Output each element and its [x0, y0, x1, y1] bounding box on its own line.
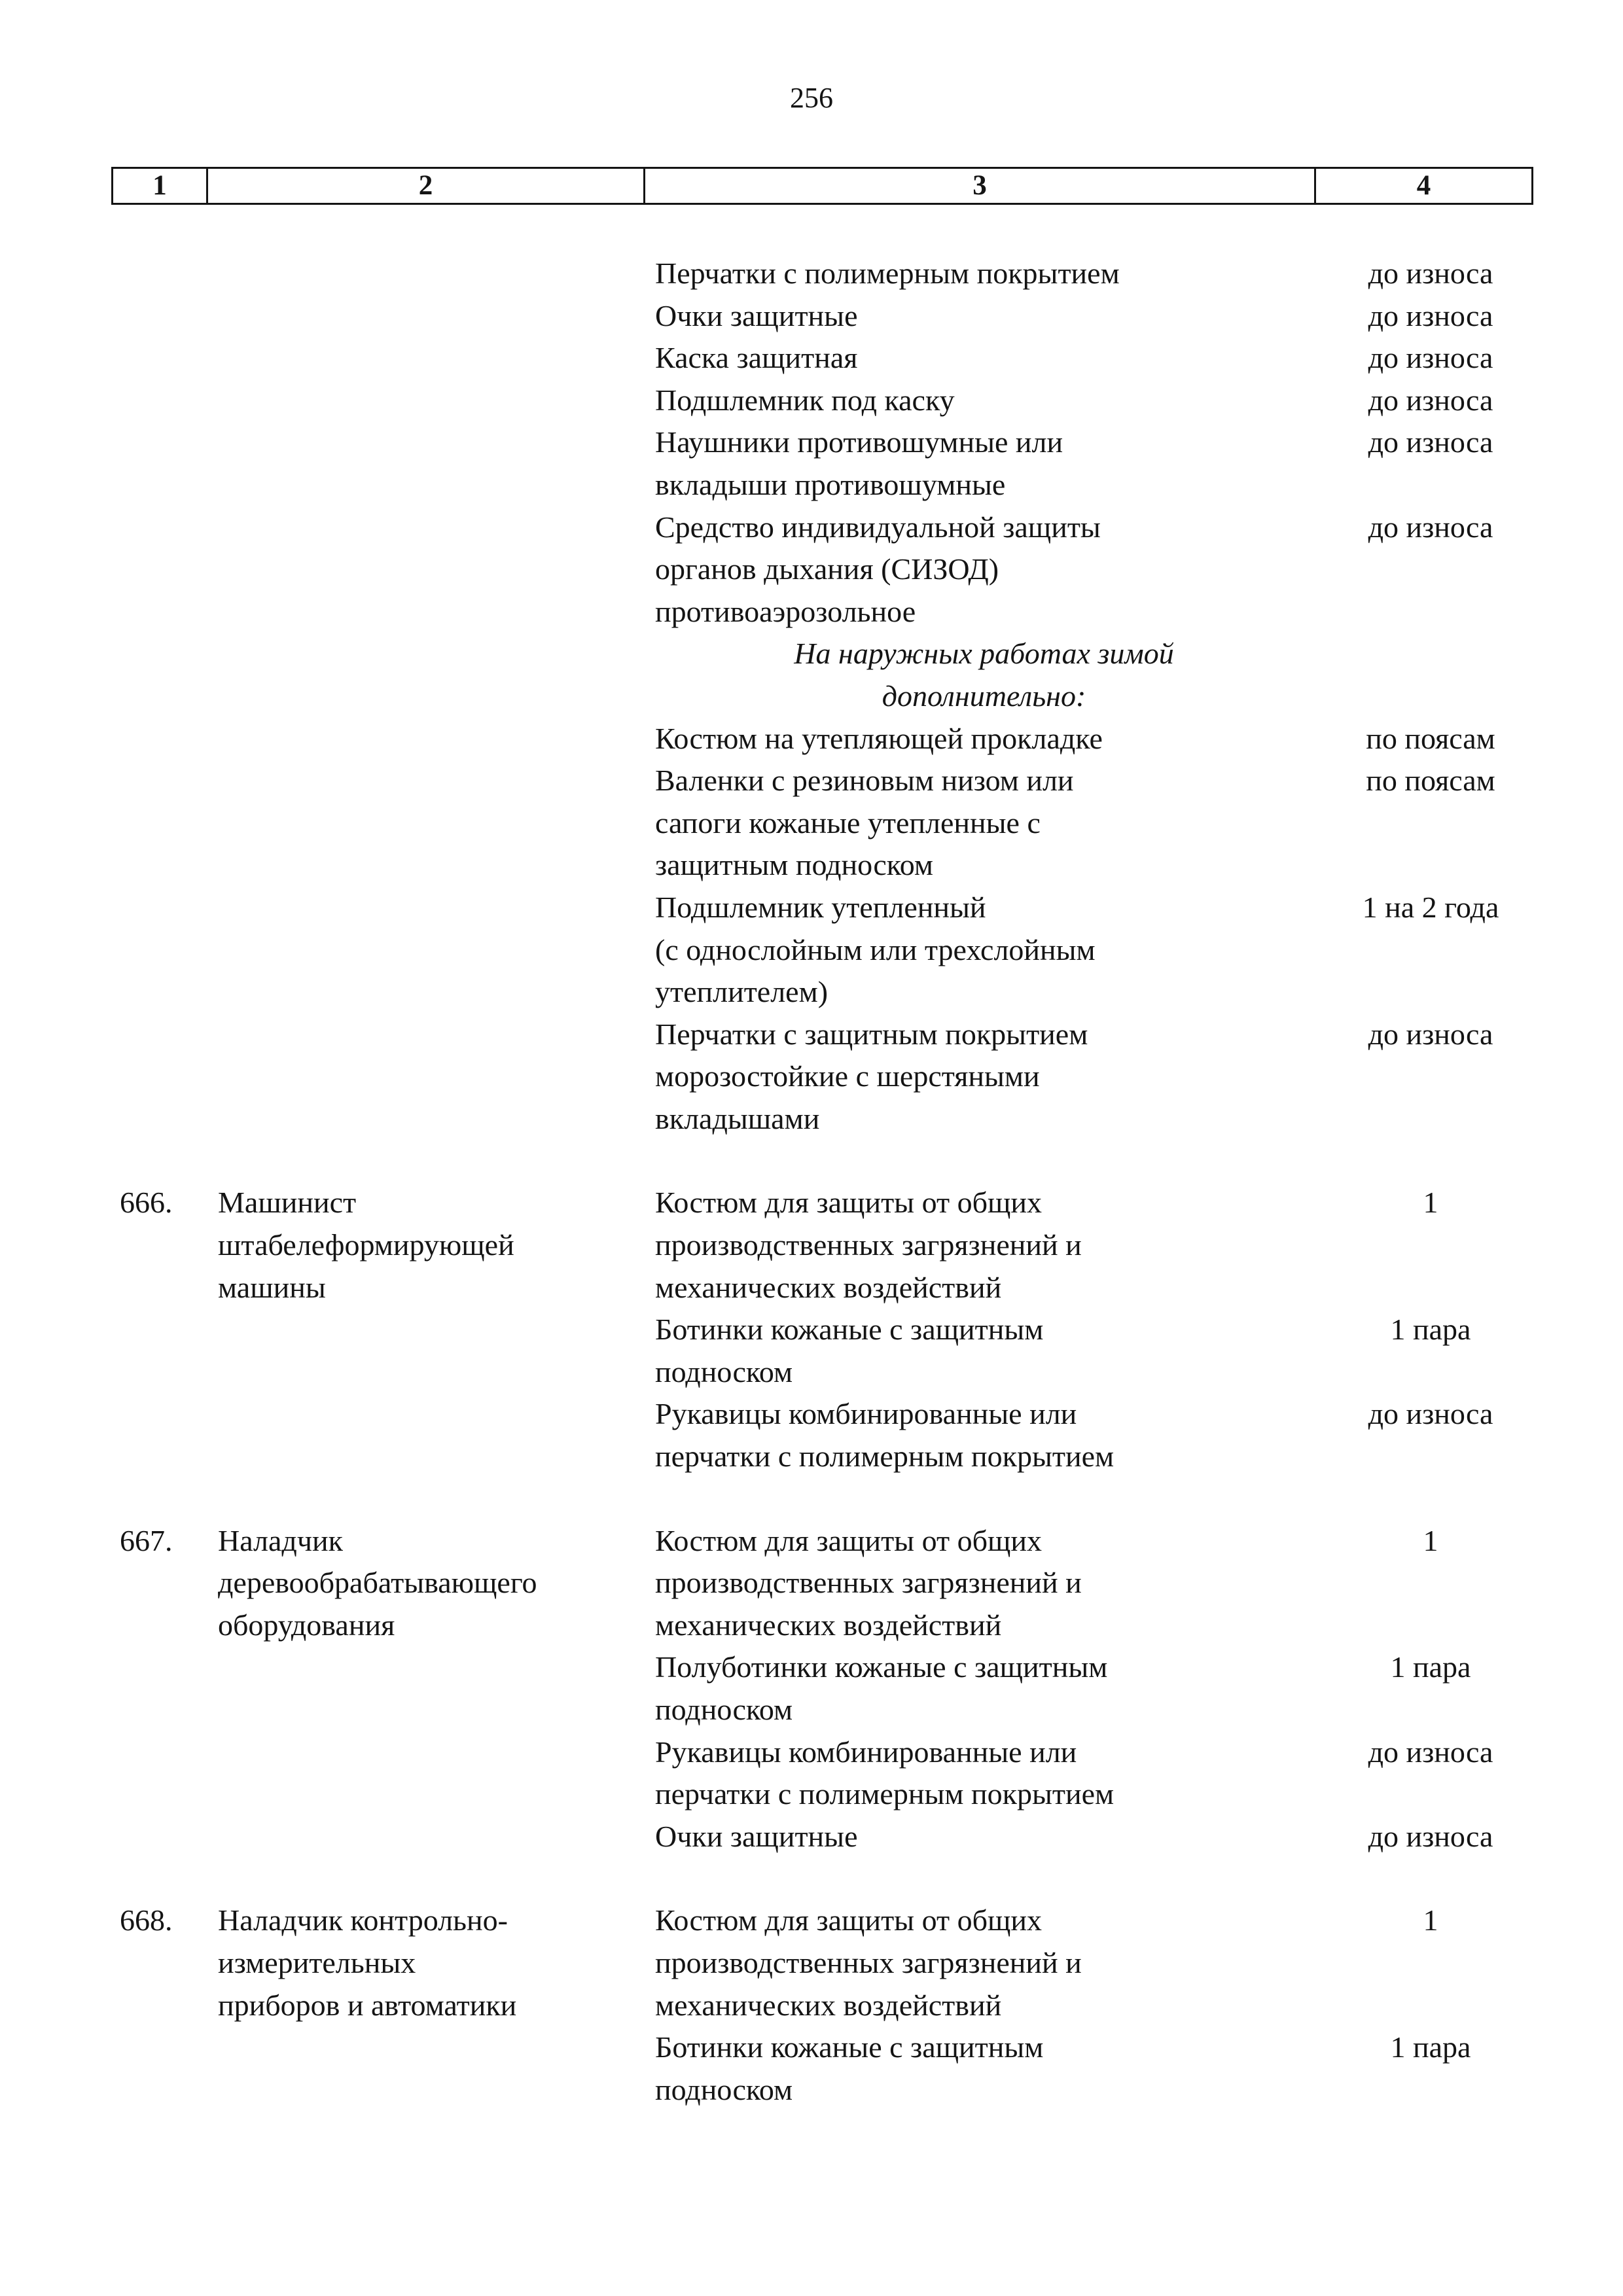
ppe-item-row	[0, 1393, 1623, 1477]
issue-norm: 1 пара	[1390, 2030, 1471, 2064]
profession-cell	[218, 1816, 655, 1858]
profession-line: штабелеформирующей	[218, 1228, 514, 1262]
entry-number-cell	[0, 421, 218, 506]
ppe-item-row	[0, 295, 1623, 338]
ppe-item-row	[0, 887, 1623, 1014]
ppe-item-line: Рукавицы комбинированные или	[655, 1735, 1077, 1769]
ppe-item-cell	[655, 1520, 1313, 1647]
issue-norm: до износа	[1368, 1397, 1493, 1431]
ppe-item-line: подноском	[655, 1354, 793, 1388]
page-number: 256	[790, 82, 833, 114]
profession-cell	[218, 1393, 655, 1477]
entry-number-cell	[0, 295, 218, 338]
continuation-group	[0, 253, 1623, 1140]
entry-number-cell	[0, 1646, 218, 1731]
issue-norm: по поясам	[1366, 721, 1495, 755]
ppe-item-line: перчатки с полимерным покрытием	[655, 1777, 1115, 1811]
ppe-item-cell	[655, 760, 1313, 887]
ppe-item-cell	[655, 1646, 1313, 1731]
issue-norm-cell	[1313, 1731, 1607, 1816]
issue-norm: 1 на 2 года	[1362, 890, 1499, 924]
ppe-item-line: Очки защитные	[655, 298, 858, 332]
ppe-item-line: Перчатки с защитным покрытием	[655, 1017, 1088, 1051]
issue-norm: до износа	[1368, 510, 1493, 544]
ppe-item-row	[0, 1646, 1623, 1731]
ppe-item-row	[0, 421, 1623, 506]
ppe-item-row	[0, 1899, 1623, 2026]
winter-subheading-text	[655, 633, 1313, 717]
ppe-item-row	[0, 506, 1623, 633]
ppe-item-line: утеплителем)	[655, 975, 829, 1009]
ppe-item-line: Подшлемник утепленный	[655, 890, 986, 924]
ppe-item-cell	[655, 421, 1313, 506]
ppe-item-cell	[655, 1393, 1313, 1477]
entry-number-cell	[0, 506, 218, 633]
ppe-item-line: Костюм для защиты от общих	[655, 1186, 1043, 1220]
ppe-item-cell	[655, 1731, 1313, 1816]
ppe-item-row	[0, 1520, 1623, 1647]
entry-number-cell	[0, 253, 218, 295]
issue-norm: до износа	[1368, 256, 1493, 290]
ppe-item-row	[0, 1182, 1623, 1309]
ppe-item-cell	[655, 1899, 1313, 2026]
ppe-item-line: Подшлемник под каску	[655, 383, 955, 417]
ppe-item-line: механических воздействий	[655, 1270, 1002, 1304]
issue-norm: 1	[1423, 1186, 1438, 1220]
entry-number-cell	[0, 1520, 218, 1647]
ppe-item-line: противоаэрозольное	[655, 594, 916, 628]
ppe-item-line: Рукавицы комбинированные или	[655, 1397, 1077, 1431]
profession-cell	[218, 1731, 655, 1816]
entry-number: 667.	[120, 1523, 173, 1557]
winter-subheading-line: На наружных работах зимой	[794, 637, 1174, 671]
profession-cell	[218, 1899, 655, 2026]
profession-cell	[218, 2026, 655, 2111]
ppe-item-line: Полуботинки кожаные с защитным	[655, 1650, 1108, 1684]
ppe-item-cell	[655, 1816, 1313, 1858]
profession-cell	[218, 506, 655, 633]
ppe-item-row	[0, 1309, 1623, 1393]
entry-number-cell	[0, 380, 218, 422]
ppe-item-row	[0, 380, 1623, 422]
issue-norm: 1 пара	[1390, 1313, 1471, 1347]
ppe-item-line: Очки защитные	[655, 1819, 858, 1853]
issue-norm-cell	[1313, 380, 1607, 422]
ppe-item-cell	[655, 337, 1313, 380]
ppe-item-line: производственных загрязнений и	[655, 1228, 1082, 1262]
issue-norm: 1	[1423, 1903, 1438, 1937]
ppe-item-cell	[655, 380, 1313, 422]
issue-norm-cell	[1313, 421, 1607, 506]
ppe-item-line: Валенки с резиновым низом или	[655, 764, 1074, 798]
profession-cell	[218, 337, 655, 380]
profession-line: Наладчик	[218, 1523, 343, 1557]
issue-norm-cell	[1313, 295, 1607, 338]
ppe-item-row	[0, 1731, 1623, 1816]
ppe-item-cell	[655, 295, 1313, 338]
entry-number-cell	[0, 887, 218, 1014]
profession-entry	[0, 1899, 1623, 2111]
ppe-item-line: (с однослойным или трехслойным	[655, 932, 1096, 966]
ppe-item-cell	[655, 1309, 1313, 1393]
column-header-2: 2	[207, 168, 645, 204]
ppe-item-cell	[655, 2026, 1313, 2111]
issue-norm-cell	[1313, 1182, 1607, 1309]
ppe-item-line: перчатки с полимерным покрытием	[655, 1439, 1115, 1474]
ppe-item-line: Костюм для защиты от общих	[655, 1903, 1043, 1937]
entry-number-cell	[0, 337, 218, 380]
ppe-item-line: подноском	[655, 1693, 793, 1726]
ppe-item-line: Костюм на утепляющей прокладке	[655, 721, 1103, 755]
ppe-item-row	[0, 1816, 1623, 1858]
profession-cell	[218, 295, 655, 338]
issue-norm-cell	[1313, 1646, 1607, 1731]
issue-norm: 1 пара	[1390, 1650, 1471, 1684]
issue-norm-cell	[1313, 337, 1607, 380]
ppe-item-line: подноском	[655, 2072, 793, 2106]
ppe-item-row	[0, 2026, 1623, 2111]
issue-norm-cell	[1313, 2026, 1607, 2111]
issue-norm: по поясам	[1366, 764, 1495, 798]
column-header-row	[113, 168, 1533, 204]
issue-norm-cell	[1313, 506, 1607, 633]
issue-norm: до износа	[1368, 298, 1493, 332]
profession-cell	[218, 253, 655, 295]
ppe-item-line: производственных загрязнений и	[655, 1945, 1082, 1979]
profession-line: измерительных	[218, 1945, 416, 1979]
entry-number: 668.	[120, 1903, 173, 1937]
entry-number-cell	[0, 1393, 218, 1477]
ppe-item-line: механических воздействий	[655, 1988, 1002, 2022]
profession-line: оборудования	[218, 1608, 395, 1642]
ppe-item-line: вкладыши противошумные	[655, 467, 1006, 501]
entry-number-cell	[0, 1014, 218, 1140]
ppe-item-row	[0, 1014, 1623, 1140]
profession-cell	[218, 760, 655, 887]
ppe-item-line: защитным подноском	[655, 848, 933, 882]
issue-norm-cell	[1313, 1520, 1607, 1647]
profession-line: Наладчик контрольно-	[218, 1903, 508, 1937]
entry-number-cell	[0, 1899, 218, 2026]
column-header-1: 1	[113, 168, 207, 204]
profession-cell	[218, 718, 655, 760]
column-header-3: 3	[645, 168, 1315, 204]
issue-norm-cell	[1313, 760, 1607, 887]
ppe-item-row	[0, 760, 1623, 887]
ppe-item-line: Костюм для защиты от общих	[655, 1523, 1043, 1557]
issue-norm: до износа	[1368, 1819, 1493, 1853]
issue-norm-cell	[1313, 1899, 1607, 2026]
entry-number-cell	[0, 760, 218, 887]
issue-norm: 1	[1423, 1523, 1438, 1557]
entry-number-cell	[0, 1309, 218, 1393]
winter-subheading	[0, 633, 1623, 717]
column-header-4: 4	[1315, 168, 1533, 204]
entry-number-cell	[0, 2026, 218, 2111]
ppe-item-cell	[655, 887, 1313, 1014]
issue-norm: до износа	[1368, 341, 1493, 375]
entry-number-cell	[0, 1816, 218, 1858]
entry-number: 666.	[120, 1186, 173, 1220]
profession-entry	[0, 1520, 1623, 1858]
ppe-item-line: органов дыхания (СИЗОД)	[655, 552, 999, 586]
ppe-item-line: Каска защитная	[655, 341, 858, 375]
entry-number-cell	[0, 1731, 218, 1816]
column-header-table	[111, 167, 1533, 205]
issue-norm: до износа	[1368, 383, 1493, 417]
ppe-item-line: морозостойкие с шерстяными	[655, 1059, 1040, 1093]
winter-subheading-line: дополнительно:	[882, 679, 1086, 713]
profession-cell	[218, 1309, 655, 1393]
entry-number-cell	[0, 718, 218, 760]
issue-norm-cell	[1313, 1309, 1607, 1393]
spacer	[0, 633, 655, 717]
issue-norm-cell	[1313, 1393, 1607, 1477]
ppe-item-row	[0, 718, 1623, 760]
profession-entry	[0, 1182, 1623, 1477]
profession-cell	[218, 887, 655, 1014]
profession-line: Машинист	[218, 1186, 357, 1220]
ppe-item-line: Ботинки кожаные с защитным	[655, 1313, 1044, 1347]
issue-norm: до износа	[1368, 1735, 1493, 1769]
profession-cell	[218, 1646, 655, 1731]
issue-norm-cell	[1313, 1816, 1607, 1858]
ppe-item-line: Наушники противошумные или	[655, 425, 1063, 459]
profession-line: машины	[218, 1270, 326, 1304]
ppe-item-row	[0, 337, 1623, 380]
issue-norm: до износа	[1368, 1017, 1493, 1051]
profession-cell	[218, 1014, 655, 1140]
ppe-item-line: Перчатки с полимерным покрытием	[655, 256, 1120, 290]
issue-norm-cell	[1313, 718, 1607, 760]
issue-norm-cell	[1313, 253, 1607, 295]
issue-norm-cell	[1313, 887, 1607, 1014]
profession-line: деревообрабатывающего	[218, 1566, 537, 1600]
ppe-item-line: механических воздействий	[655, 1608, 1002, 1642]
ppe-item-row	[0, 253, 1623, 295]
ppe-item-line: Ботинки кожаные с защитным	[655, 2030, 1044, 2064]
profession-line: приборов и автоматики	[218, 1988, 517, 2022]
profession-cell	[218, 421, 655, 506]
profession-cell	[218, 380, 655, 422]
issue-norm-cell	[1313, 1014, 1607, 1140]
ppe-item-line: производственных загрязнений и	[655, 1566, 1082, 1600]
ppe-item-line: сапоги кожаные утепленные с	[655, 805, 1041, 839]
issue-norm: до износа	[1368, 425, 1493, 459]
ppe-item-line: Средство индивидуальной защиты	[655, 510, 1101, 544]
ppe-item-cell	[655, 718, 1313, 760]
ppe-item-cell	[655, 1182, 1313, 1309]
entry-number-cell	[0, 1182, 218, 1309]
document-body	[0, 253, 1623, 2153]
ppe-item-cell	[655, 253, 1313, 295]
profession-cell	[218, 1182, 655, 1309]
ppe-item-cell	[655, 506, 1313, 633]
profession-cell	[218, 1520, 655, 1647]
ppe-item-cell	[655, 1014, 1313, 1140]
ppe-item-line: вкладышами	[655, 1101, 820, 1135]
